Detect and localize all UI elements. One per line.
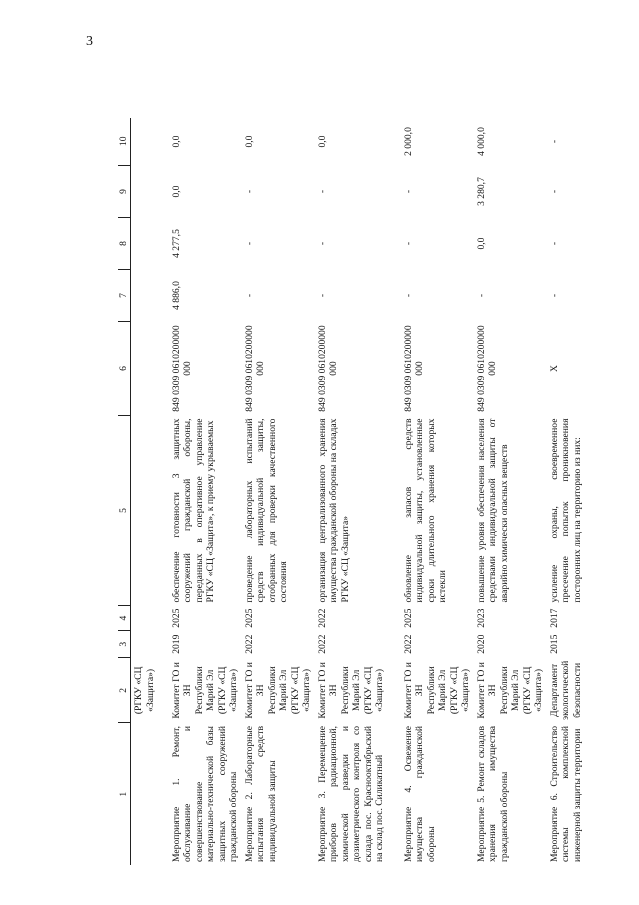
measure-cell: Мероприятие 6. Строительство системы комплексной инженерной защиты территории [548, 726, 583, 862]
executor-cell: Комитет ГО и ЗН Республики Марий Эл (РГКУ «СЦ «Защита») [243, 662, 312, 719]
value-cell: - [316, 189, 328, 194]
table-row [169, 118, 242, 865]
budget-code-cell [131, 322, 169, 416]
executor-cell: Комитет ГО и ЗН Республики Марий Эл (РГКУ «СЦ «Защита») [402, 662, 471, 719]
result-cell: усиление охраны, своевременное пресечение попыток проникновения посторонних лиц на территорию из них: [548, 418, 583, 603]
value-cell: - [548, 189, 560, 194]
budget-code-cell: 849 0309 0610200000 000 [170, 325, 193, 412]
header-cell: 10 [118, 118, 131, 166]
value-cell: - [548, 139, 560, 144]
header-cell: 6 [118, 322, 131, 416]
executor-cell: Департамент экологической безопасности [548, 660, 583, 720]
budget-code-cell: 849 0309 0610200000 000 [316, 325, 339, 412]
end-year-cell: 2025 [402, 608, 414, 628]
table-row [401, 118, 474, 865]
start-year-cell: 2015 [548, 634, 560, 654]
result-cell [131, 416, 169, 606]
header-cell: 1 [118, 723, 131, 865]
value-cell: 4 886,0 [170, 281, 182, 310]
end-year-cell: 2022 [316, 608, 328, 628]
executor-cell: Комитет ГО и ЗН Республики Марий Эл (РГКУ «СЦ «Защита») [170, 662, 239, 719]
start-year-cell [131, 631, 169, 658]
header-cell: 5 [118, 416, 131, 606]
value-cell: - [402, 189, 414, 194]
value-cell: 4 000,0 [475, 127, 487, 156]
end-year-cell [131, 606, 169, 631]
table-row [131, 118, 169, 865]
value-cell: - [243, 189, 255, 194]
value-cell: - [316, 293, 328, 298]
result-cell: обновление запасов средств индивидуальной защиты, установленные сроки длительного хранения которых истекли [402, 418, 448, 603]
table-row [474, 118, 547, 865]
result-cell: обеспечение готовности 3 защитных сооружений гражданской обороны, переданных в оперативное управление РГКУ «СЦ «Защита», к приему укрываемых [170, 418, 216, 603]
end-year-cell: 2023 [475, 608, 487, 628]
result-cell: организация централизованного хранения имущества гражданской обороны на складах РГКУ «СЦ «Защита» [316, 418, 351, 603]
table-row [547, 118, 597, 865]
start-year-cell: 2022 [243, 634, 255, 654]
value-cell [131, 270, 169, 322]
page-number: 3 [86, 34, 93, 49]
measure-cell: Мероприятие 3. Перемещение приборов радиационной, химической разведки и дозиметрического контроля со склада пос. Краснооктябрьский на склад пос. Силикатный [316, 726, 385, 862]
value-cell [131, 118, 169, 166]
value-cell: 0,0 [170, 185, 182, 198]
value-cell: - [316, 241, 328, 246]
start-year-cell: 2022 [316, 634, 328, 654]
header-cell: 4 [118, 606, 131, 631]
budget-code-cell: 849 0309 0610200000 000 [402, 325, 425, 412]
value-cell: - [402, 293, 414, 298]
end-year-cell: 2025 [170, 608, 182, 628]
budget-code-cell: 849 0309 0610200000 000 [243, 325, 266, 412]
header-cell: 9 [118, 166, 131, 218]
value-cell: 0,0 [316, 135, 328, 148]
value-cell: 0,0 [475, 237, 487, 250]
measure-cell: Мероприятие 1. Ремонт, обслуживание и совершенствование материально-технической базы защитных сооружений гражданской обороны [170, 726, 239, 862]
table-row [315, 118, 401, 865]
end-year-cell: 2025 [243, 608, 255, 628]
value-cell [131, 218, 169, 270]
value-cell: - [243, 241, 255, 246]
end-year-cell: 2017 [548, 608, 560, 628]
value-cell: - [548, 241, 560, 246]
header-cell: 8 [118, 218, 131, 270]
value-cell: - [475, 293, 487, 298]
executor-cell: (РГКУ «СЦ «Защита») [133, 666, 156, 715]
header-cell: 3 [118, 631, 131, 658]
header-row [118, 118, 131, 865]
value-cell: 4 277,5 [170, 229, 182, 258]
budget-code-cell: 849 0309 0610200000 000 [475, 325, 498, 412]
table-row [242, 118, 315, 865]
value-cell: 0,0 [243, 135, 255, 148]
start-year-cell: 2020 [475, 634, 487, 654]
value-cell: - [402, 241, 414, 246]
value-cell: 2 000,0 [402, 127, 414, 156]
value-cell: - [243, 293, 255, 298]
value-cell: - [548, 293, 560, 298]
result-cell: повышение уровня обеспечения населения средствами индивидуальной защиты от аварийно химически опасных веществ [475, 418, 510, 603]
measure-cell [131, 723, 169, 865]
value-cell [131, 166, 169, 218]
budget-code-cell: X [548, 365, 560, 372]
header-cell: 2 [118, 658, 131, 723]
value-cell: 0,0 [170, 135, 182, 148]
value-cell: 3 280,7 [475, 177, 487, 206]
measure-cell: Мероприятие 2. Лабораторные испытания средств индивидуальной защиты [243, 726, 278, 862]
start-year-cell: 2019 [170, 634, 182, 654]
executor-cell: Комитет ГО и ЗН Республики Марий Эл (РГКУ «СЦ «Защита») [316, 662, 385, 719]
executor-cell: Комитет ГО и ЗН Республики Марий Эл (РГКУ «СЦ «Защита») [475, 662, 544, 719]
measure-cell: Мероприятие 4. Освежение имущества гражданской обороны [402, 726, 437, 862]
result-cell: проведение лабораторных испытаний средств индивидуальной защиты, отобранных для проверки качественного состояния [243, 418, 289, 603]
measure-cell: Мероприятие 5. Ремонт складов хранения имущества гражданской обороны [475, 726, 510, 862]
program-measures-table [118, 118, 597, 865]
start-year-cell: 2022 [402, 634, 414, 654]
header-cell: 7 [118, 270, 131, 322]
